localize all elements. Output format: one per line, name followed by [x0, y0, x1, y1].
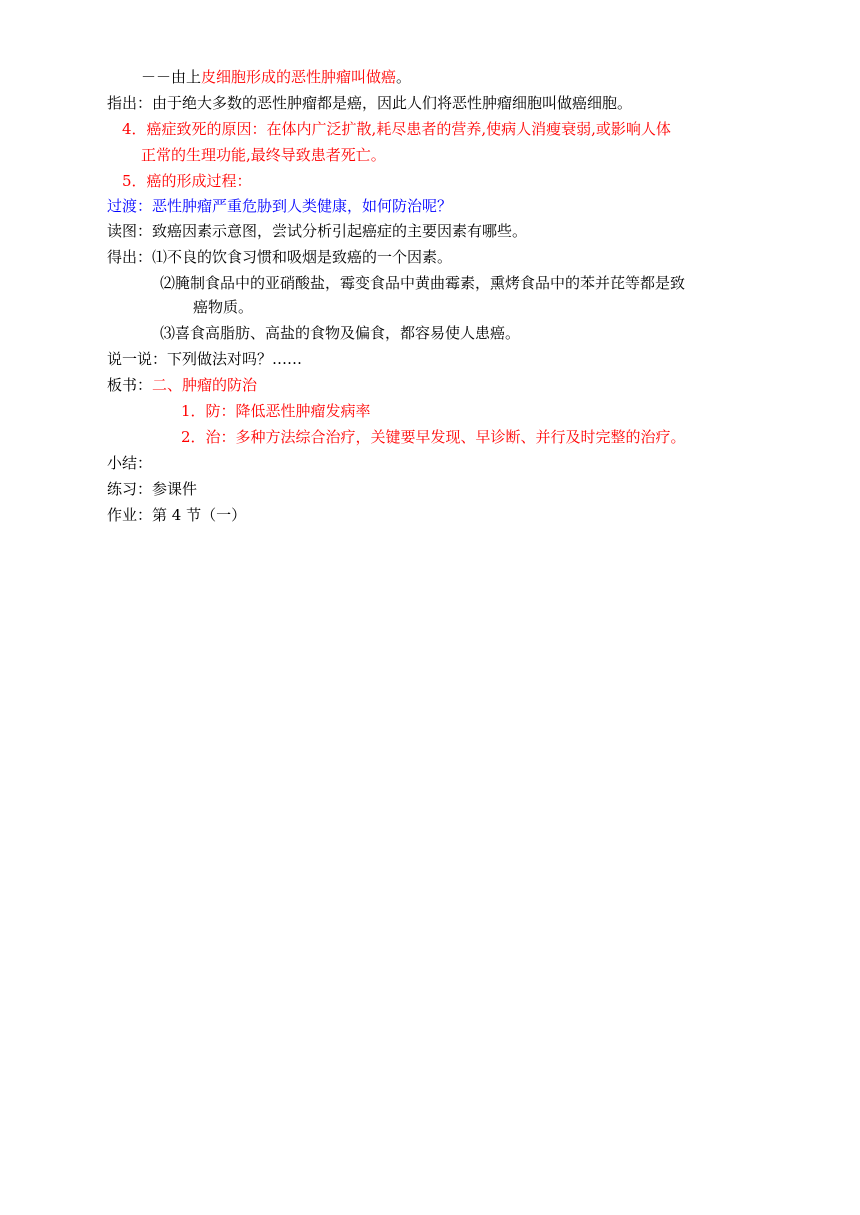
- line-conclusion-1: 得出：⑴不良的饮食习惯和吸烟是致癌的一个因素。: [107, 248, 453, 266]
- line-summary: 小结：: [107, 454, 153, 472]
- line-exercise: 练习：参课件: [107, 480, 198, 498]
- line-point-out: 指出：由于绝大多数的恶性肿瘤都是癌，因此人们将恶性肿瘤细胞叫做癌细胞。: [107, 94, 633, 112]
- line-read-figure: 读图：致癌因素示意图，尝试分析引起癌症的主要因素有哪些。: [107, 222, 528, 240]
- line-discuss: 说一说：下列做法对吗？……: [107, 350, 303, 368]
- line-treatment: 2．治：多种方法综合治疗，关键要早发现、早诊断、并行及时完整的治疗。: [181, 428, 686, 446]
- line-homework: 作业：第 4 节（一）: [107, 506, 247, 524]
- cancer-definition-red: 皮细胞形成的恶性肿瘤叫做癌: [201, 68, 397, 86]
- dash-prefix: －－由上: [141, 68, 202, 86]
- board-heading-red: 二、肿瘤的防治: [152, 376, 258, 394]
- line-formation-process: 5．癌的形成过程：: [122, 172, 252, 190]
- line-epithelial-cancer-definition: [141, 67, 411, 87]
- line-conclusion-2-cont: 癌物质。: [193, 298, 254, 316]
- line-conclusion-3: ⑶喜食高脂肪、高盐的食物及偏食，都容易使人患癌。: [160, 324, 521, 342]
- line-conclusion-2: ⑵腌制食品中的亚硝酸盐，霉变食品中黄曲霉素，熏烤食品中的苯并芘等都是致: [160, 274, 686, 292]
- line-board-title: [107, 375, 257, 395]
- line-cause-of-death-cont: 正常的生理功能,最终导致患者死亡。: [141, 146, 386, 164]
- line-transition: 过渡：恶性肿瘤严重危胁到人类健康，如何防治呢？: [107, 197, 453, 215]
- line-cause-of-death: 4．癌症致死的原因：在体内广泛扩散,耗尽患者的营养,使病人消瘦衰弱,或影响人体: [122, 120, 671, 138]
- line-prevention: 1．防：降低恶性肿瘤发病率: [181, 402, 371, 420]
- board-label: 板书：: [107, 376, 153, 394]
- period: 。: [396, 68, 412, 86]
